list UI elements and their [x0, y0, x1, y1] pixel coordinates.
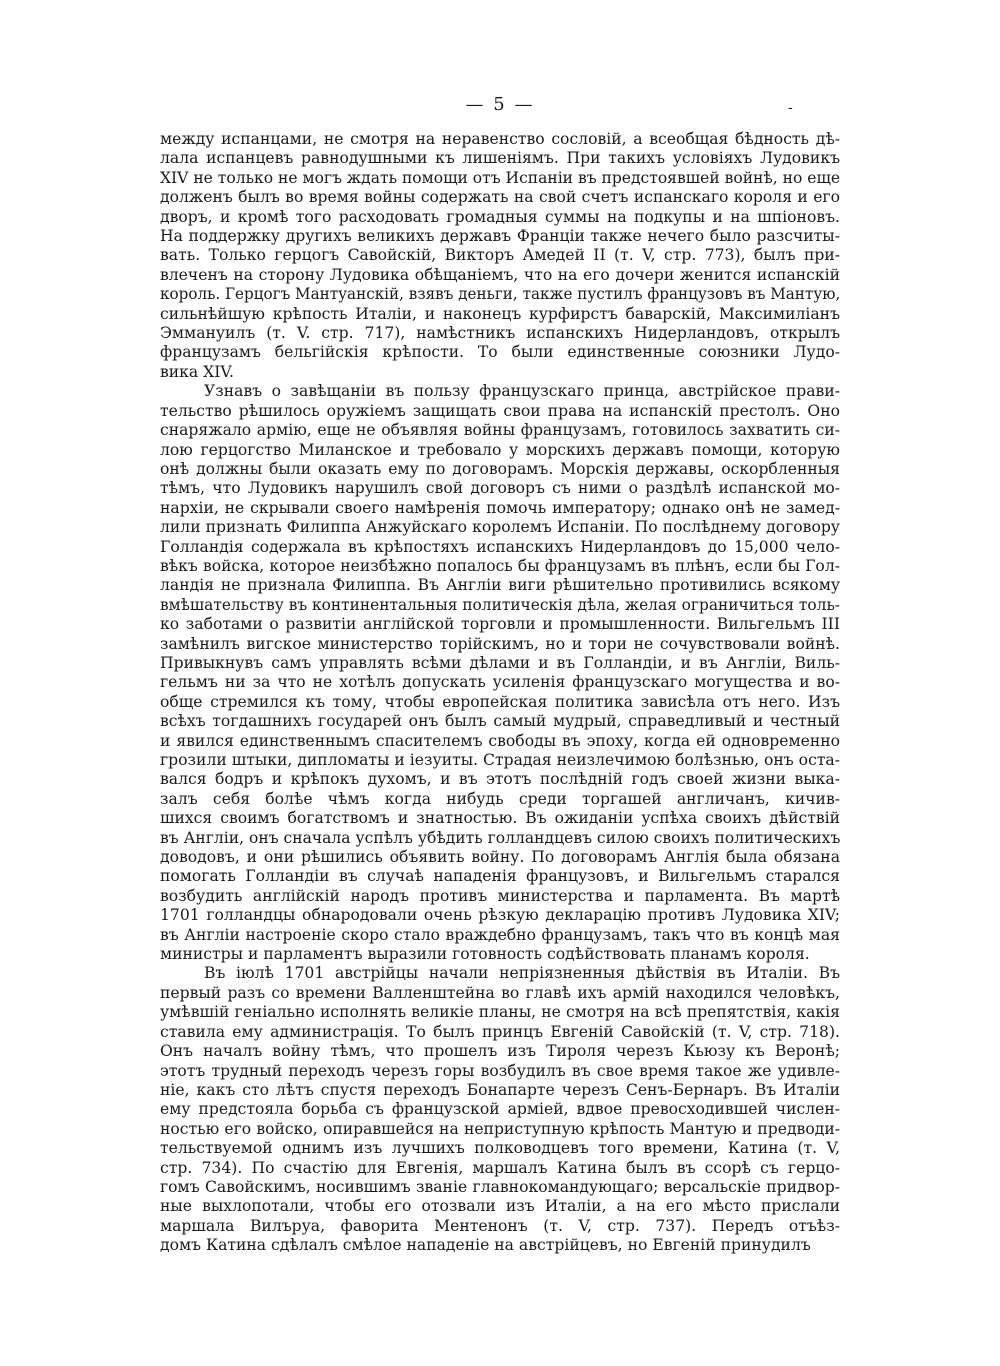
- text-line-content: вмѣшательству въ континентальныя политическія дѣла, желая ограничиться толь-: [160, 595, 841, 614]
- text-line: [160, 1120, 840, 1139]
- text-line: [160, 1236, 840, 1255]
- text-line: [160, 693, 840, 712]
- page-number: — 5 —: [465, 94, 535, 115]
- text-line: [160, 538, 840, 557]
- text-line: [160, 363, 840, 382]
- text-line: [160, 732, 840, 751]
- text-line: [160, 130, 840, 149]
- text-line: [160, 208, 840, 227]
- text-line: [160, 906, 840, 925]
- text-line: [160, 382, 840, 401]
- text-line: [160, 460, 840, 479]
- paragraph: [160, 964, 840, 1255]
- text-line: [160, 770, 840, 789]
- text-line: [160, 1003, 840, 1022]
- text-line-content: дворъ, и кромѣ того расходовать громадныя суммы на подкупы и на шпіоновъ.: [160, 207, 840, 226]
- text-line-content: ко заботами о развитіи англійской торговли и промышленности. Вильгельмъ III: [160, 615, 840, 634]
- text-line-content: вика XIV.: [160, 362, 234, 381]
- text-line-content: ставила ему администрація. То былъ принцъ Евгеній Савойскій (т. V, стр. 718).: [160, 1022, 840, 1041]
- text-line: [160, 557, 840, 576]
- text-line: [160, 1217, 840, 1236]
- text-line: [160, 305, 840, 324]
- text-line: [160, 1062, 840, 1081]
- text-line-content: этотъ трудный переходъ черезъ горы возбудилъ въ свое время такое же удивле-: [160, 1061, 840, 1080]
- text-line: [160, 867, 840, 886]
- text-line: [160, 1178, 840, 1197]
- text-line-content: тельство рѣшилось оружіемъ защищать свои права на испанскій престолъ. Оно: [160, 401, 840, 420]
- text-line-content: вался бодръ и крѣпокъ духомъ, и въ этотъ послѣдній годъ своей жизни выка-: [160, 770, 840, 789]
- body-text: [160, 130, 840, 1256]
- text-line-content: первый разъ со времени Валленштейна во главѣ ихъ армій находился человѣкъ,: [160, 983, 840, 1002]
- text-line: [160, 402, 840, 421]
- text-line-content: Онъ началъ войну тѣмъ, что прошелъ изъ Тироля черезъ Кьюзу къ Веронѣ;: [160, 1042, 840, 1061]
- text-line-content: французамъ бельгійскія крѣпости. То были единственные союзники Лудо-: [160, 343, 840, 362]
- text-line: [160, 324, 840, 343]
- text-line: [160, 809, 840, 828]
- text-line-content: въ Англіи настроеніе скоро стало враждебно французамъ, такъ что въ концѣ мая: [160, 925, 840, 944]
- text-line-content: XIV не только не могъ ждать помощи отъ Испаніи въ предстоявшей войнѣ, но еще: [160, 168, 841, 187]
- text-line-content: домъ Катина сдѣлалъ смѣлое нападеніе на австрійцевъ, но Евгеній принудилъ: [160, 1236, 811, 1255]
- text-line-content: ему предстояла борьба съ французской арміей, вдвое превосходившей числен-: [160, 1100, 840, 1119]
- text-line: [160, 848, 840, 867]
- text-line: [160, 499, 840, 518]
- text-line: [160, 751, 840, 770]
- text-line-content: влеченъ на сторону Лудовика обѣщаніемъ, что на его дочери женится испанскій: [160, 265, 840, 284]
- text-line: [160, 441, 840, 460]
- text-line: [160, 576, 840, 595]
- text-line: [160, 169, 840, 188]
- text-line-content: возбудить англійскій народъ противъ министерства и парламента. Въ мартѣ: [160, 886, 840, 905]
- text-line: [160, 790, 840, 809]
- text-line: [160, 984, 840, 1003]
- text-line-content: и явился единственнымъ спасителемъ свободы въ эпоху, когда ей одновременно: [160, 731, 840, 750]
- text-line: [160, 887, 840, 906]
- text-line: [160, 712, 840, 731]
- text-line: [160, 518, 840, 537]
- paragraph: [160, 130, 840, 382]
- text-line-content: въ Англіи, онъ сначала успѣлъ убѣдить голландцевъ силою своихъ политическихъ: [160, 828, 841, 847]
- text-line-content: сильнѣйшую крѣпость Италіи, и наконецъ курфирстъ баварскій, Максимиліанъ: [160, 304, 840, 323]
- text-line-content: тельствуемой однимъ изъ лучшихъ полководцевъ того времени, Катина (т. V,: [160, 1139, 840, 1158]
- text-line-content: ностью его войско, опиравшейся на неприступную крѣпость Мантую и предводи-: [160, 1119, 840, 1138]
- text-line-content: между испанцами, не смотря на неравенство сословій, а всеобщая бѣдность дѣ-: [160, 130, 840, 148]
- text-line: [160, 673, 840, 692]
- text-line: [160, 964, 840, 983]
- text-line-content: тѣмъ, что Лудовикъ нарушилъ свой договоръ съ ними о раздѣлѣ испанской мо-: [160, 479, 840, 498]
- text-line-content: грозили штыки, дипломаты и іезуиты. Страдая неизлечимою болѣзнью, онъ оста-: [160, 751, 840, 769]
- text-line: [160, 1100, 840, 1119]
- text-line-content: Голландія содержала въ крѣпостяхъ испанскихъ Нидерландовъ до 15,000 чело-: [160, 537, 840, 556]
- text-line: [160, 266, 840, 285]
- text-line-content: залъ себя болѣе чѣмъ когда нибудь среди торгашей англичанъ, кичив-: [160, 789, 840, 808]
- text-line-content: ные выхлопотали, чтобы его отозвали изъ Италіи, а на его мѣсто прислали: [160, 1197, 840, 1216]
- text-line-content: вать. Только герцогъ Савойскій, Викторъ Амедей II (т. V, стр. 773), былъ при-: [160, 246, 840, 265]
- text-line: [160, 149, 840, 168]
- text-line-content: На поддержку другихъ великихъ державъ Франціи также нечего было разсчиты-: [160, 227, 840, 246]
- text-line-content: министры и парламентъ выразили готовность содѣйствовать планамъ короля.: [160, 945, 810, 964]
- text-line-content: Привыкнувъ самъ управлять всѣми дѣлами и въ Голландіи, и въ Англіи, Виль-: [160, 653, 840, 672]
- text-line: [160, 285, 840, 304]
- text-line-content: лою герцогство Миланское и требовало у морскихъ державъ помощи, которую: [160, 440, 840, 459]
- text-line-content: нархіи, не скрывали своего намѣренія помочь императору; однако онѣ не замед-: [160, 498, 840, 517]
- text-line: [160, 1159, 840, 1178]
- text-line-content: лала испанцевъ равнодушными къ лишеніямъ. При такихъ условіяхъ Лудовикъ: [160, 149, 840, 168]
- text-line: [160, 926, 840, 945]
- text-line-content: Узнавъ о завѣщаніи въ пользу французскаго принца, австрійское прави-: [204, 382, 840, 401]
- text-line-content: стр. 734). По счастію для Евгенія, маршалъ Катина былъ въ ссорѣ съ герцо-: [160, 1158, 840, 1177]
- text-line: [160, 1139, 840, 1158]
- text-line: [160, 421, 840, 440]
- text-line-content: обще стремился къ тому, чтобы европейская политика зависѣла отъ него. Изъ: [160, 692, 840, 711]
- text-line-content: гельмъ ни за что не хотѣлъ допускать усиленія французскаго могущества и во-: [160, 673, 840, 692]
- text-line-content: помогать Голландіи въ случаѣ нападенія французовъ, и Вильгельмъ старался: [160, 867, 840, 886]
- text-line-content: долженъ былъ во время войны содержать на свой счетъ испанскаго короля и его: [160, 188, 840, 207]
- text-line-content: маршала Вилъруа, фаворита Ментенонъ (т. V, стр. 737). Передъ отъѣз-: [160, 1216, 840, 1235]
- text-line-content: умѣвшій геніально исполнять великіе планы, не смотря на всѣ препятствія, какія: [160, 1003, 840, 1022]
- text-line-content: снаряжало армію, еще не объявляя войны французамъ, готовилось захватить си-: [160, 421, 840, 440]
- text-line: [160, 246, 840, 265]
- text-line-content: Въ іюлѣ 1701 австрійцы начали непріязненныя дѣйствія въ Италіи. Въ: [204, 964, 840, 983]
- corner-mark: -: [788, 100, 793, 116]
- text-line-content: король. Герцогъ Мантуанскій, взявъ деньги, также пустилъ французовъ въ Мантую,: [160, 285, 841, 304]
- text-line: [160, 227, 840, 246]
- text-line: [160, 596, 840, 615]
- text-line: [160, 945, 840, 964]
- text-line-content: всѣхъ тогдашнихъ государей онъ былъ самый мудрый, справедливый и честный: [160, 712, 840, 731]
- text-line-content: ніе, какъ сто лѣтъ спустя переходъ Бонапарте черезъ Сенъ-Бернаръ. Въ Италіи: [160, 1080, 840, 1099]
- text-line: [160, 615, 840, 634]
- text-line-content: шихся своимъ богатствомъ и знатностью. Въ ожиданіи успѣха своихъ дѣйствій: [160, 809, 840, 828]
- text-line-content: доводовъ, и они рѣшились объявить войну. По договорамъ Англія была обязана: [160, 848, 840, 867]
- text-line: [160, 829, 840, 848]
- text-line-content: лили признать Филиппа Анжуйскаго королемъ Испаніи. По послѣднему договору: [160, 518, 840, 537]
- text-line-content: Эммануилъ (т. V. стр. 717), намѣстникъ испанскихъ Нидерландовъ, открылъ: [160, 324, 840, 343]
- text-line-content: 1701 голландцы обнародовали очень рѣзкую декларацію противъ Лудовика XIV;: [160, 906, 840, 925]
- text-line-content: онѣ должны были оказать ему по договорамъ. Морскія державы, оскорбленныя: [160, 459, 840, 478]
- text-line-content: вѣкъ войска, которое неизбѣжно попалось бы французамъ въ плѣнъ, если бы Гол-: [160, 556, 840, 575]
- text-line: [160, 1023, 840, 1042]
- text-line: [160, 1042, 840, 1061]
- text-line: [160, 188, 840, 207]
- text-line: [160, 654, 840, 673]
- text-line-content: гомъ Савойскимъ, носившимъ званіе главнокомандующаго; версальскіе придвор-: [160, 1177, 840, 1196]
- text-line-content: замѣнилъ вигское министерство торійскимъ, но и тори не сочувствовали войнѣ.: [160, 634, 840, 653]
- text-line: [160, 1197, 840, 1216]
- text-line: [160, 343, 840, 362]
- text-line: [160, 635, 840, 654]
- text-line-content: ландія не признала Филиппа. Въ Англіи виги рѣшительно противились всякому: [160, 576, 840, 595]
- text-line: [160, 479, 840, 498]
- text-line: [160, 1081, 840, 1100]
- paragraph: [160, 382, 840, 964]
